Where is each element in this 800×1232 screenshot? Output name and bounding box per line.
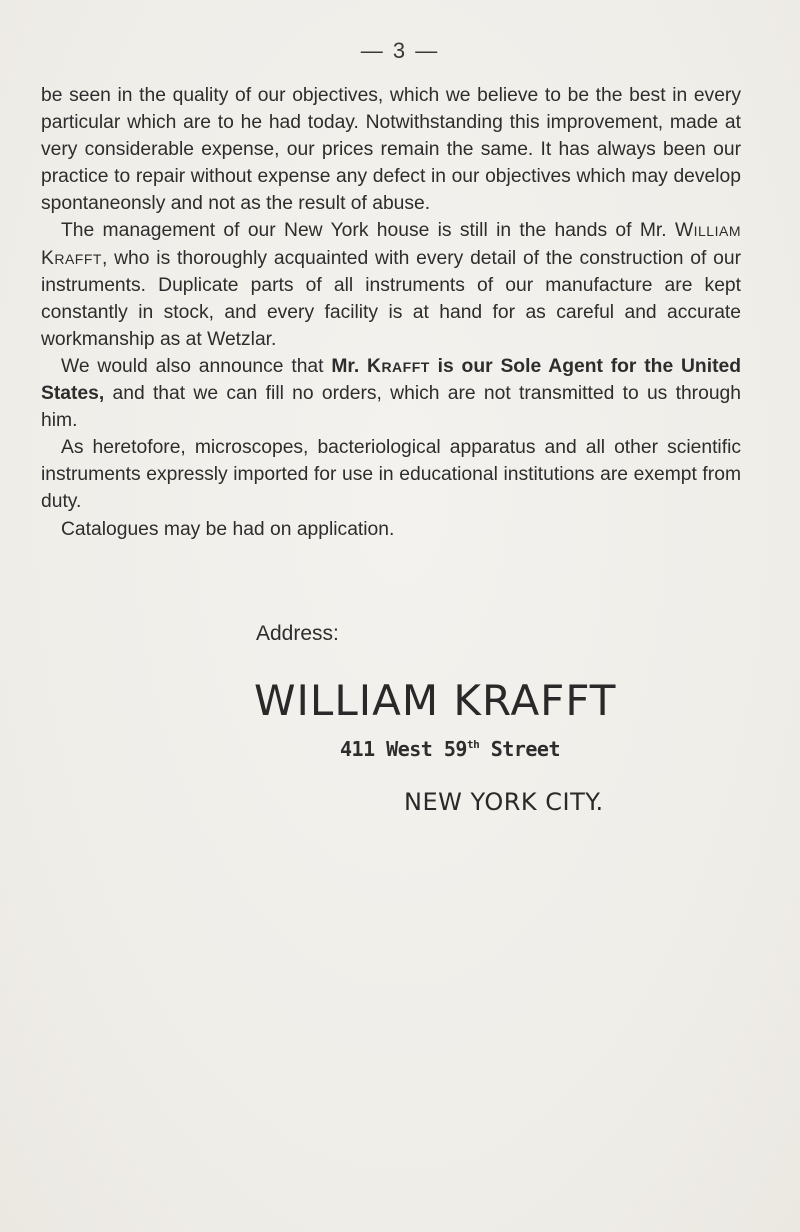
paragraph-sole-agent-text-start: We would also announce that xyxy=(61,355,332,377)
paragraph-management xyxy=(41,217,741,352)
paragraph-sole-agent-text-end: and that we can fill no orders, which are not transmitted to us through him. xyxy=(41,383,741,432)
sole-agent-statement: is our Sole Agent for the United States, xyxy=(41,355,741,405)
street-address xyxy=(340,737,560,761)
paragraph-sole-agent xyxy=(41,353,741,434)
address-label: Address: xyxy=(256,622,339,645)
company-name: WILLIAM KRAFFT xyxy=(254,676,617,725)
sole-agent-mr: Mr. xyxy=(331,355,368,377)
city: NEW YORK CITY. xyxy=(404,788,604,816)
paragraph-management-text-start: The management of our New York house is still in the hands of Mr. xyxy=(61,220,675,242)
body-text xyxy=(41,82,741,543)
page-number: — 3 — xyxy=(360,38,440,63)
sole-agent-name: Krafft xyxy=(367,355,430,377)
street-number: 411 West 59 xyxy=(340,737,467,761)
street-ordinal-suffix: th xyxy=(466,738,480,751)
paragraph-management-text-end: , who is thoroughly acquainted with every detail of the construction of our instruments. Duplicate parts of all instruments of our manufacture are kept constantly in stock, and every facility is at hand for as careful and accurate workmanship as at Wetzlar. xyxy=(41,247,741,350)
paragraph-catalogues: Catalogues may be had on application. xyxy=(61,518,395,540)
paragraph-objectives: be seen in the quality of our objectives, which we believe to be the best in every particular which are to he had today. Notwithstanding this improvement, made at very considerable expense, our prices remain the same. It has always been our practice to repair without expense any defect in our objectives which may develop spontaneonsly and not as the result of abuse. xyxy=(41,85,741,215)
paragraph-duty-exempt: As heretofore, microscopes, bacteriological apparatus and all other scientific instruments expressly imported for use in educational institutions are exempt from duty. xyxy=(41,437,741,513)
street-name: Street xyxy=(479,737,560,761)
agent-name: William Krafft xyxy=(41,220,741,269)
